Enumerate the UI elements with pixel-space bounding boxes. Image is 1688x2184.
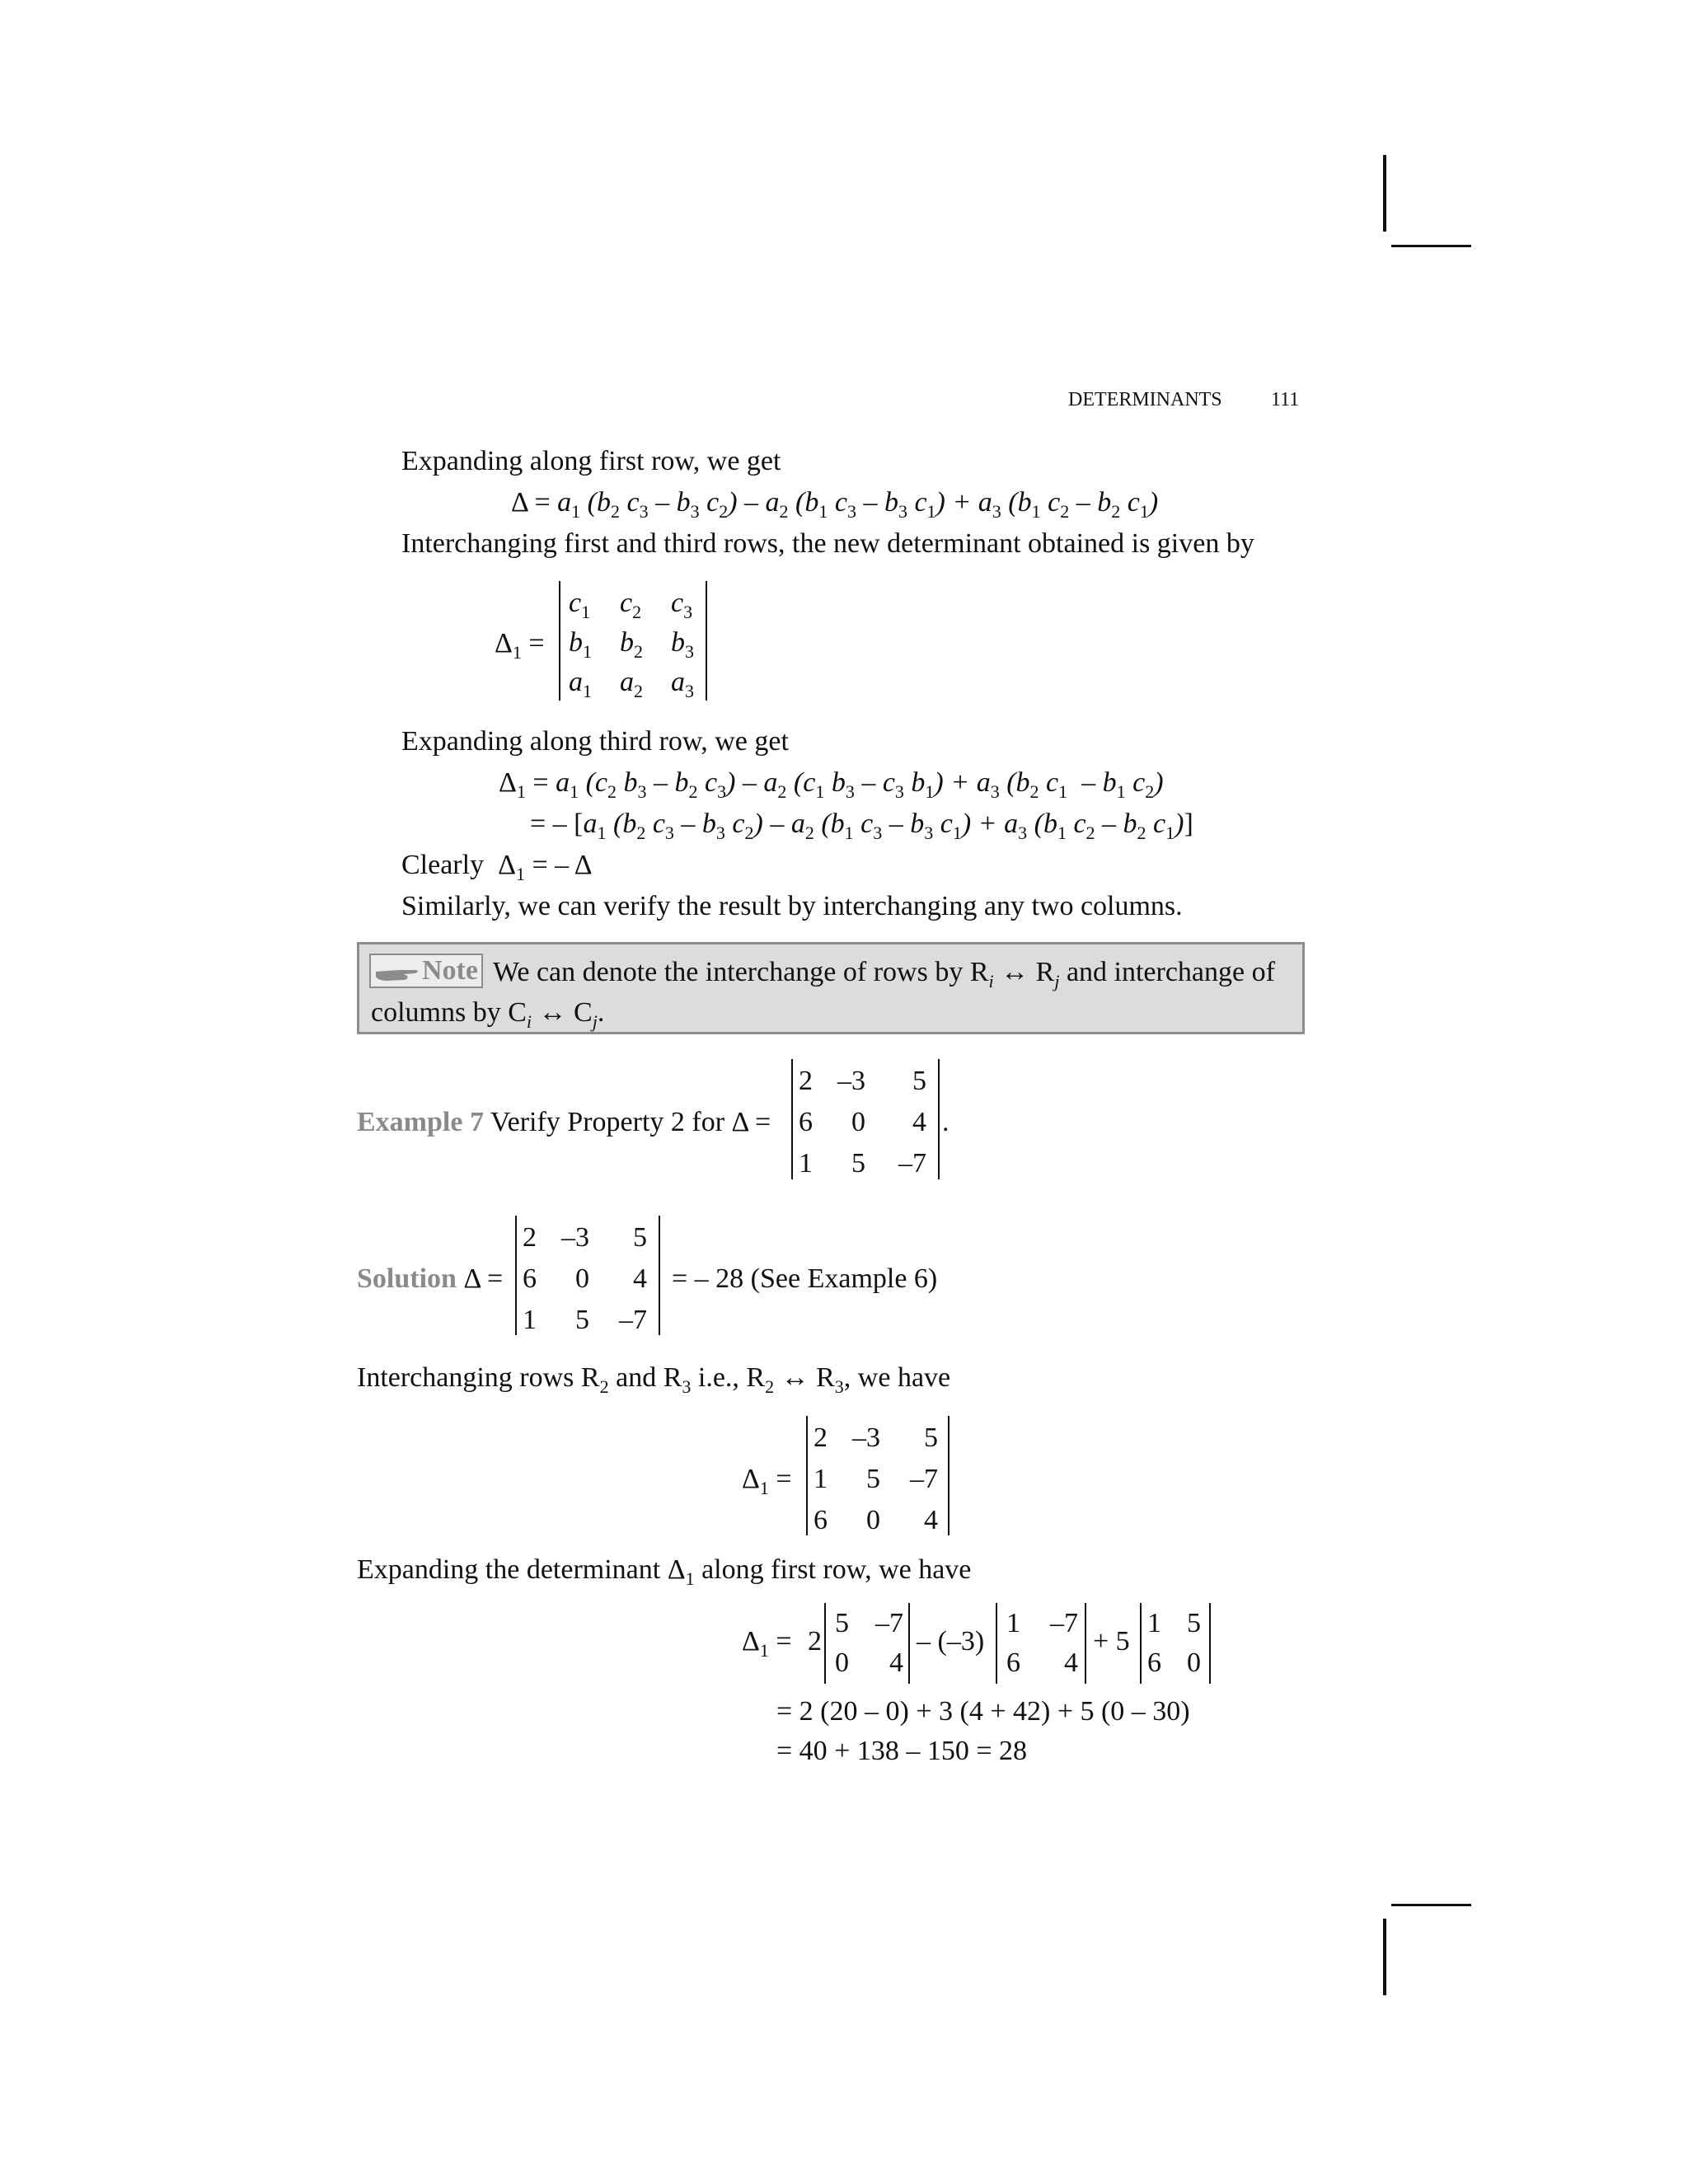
det-cell: 5 xyxy=(912,1066,926,1096)
det-cell: 4 xyxy=(633,1263,647,1294)
solution-result: = – 28 (See Example 6) xyxy=(672,1263,938,1294)
det-cell: 0 xyxy=(851,1107,865,1137)
det-cell: 6 xyxy=(523,1263,537,1294)
note-line-2: columns by $C_i$ ↔ $C_j$. xyxy=(371,997,605,1032)
det-cell: 2 xyxy=(814,1422,828,1453)
delta1-determinant xyxy=(806,1416,950,1535)
minor-determinant-1 xyxy=(824,1603,910,1684)
det-cell: –7 xyxy=(910,1464,938,1494)
crop-mark-bottom-horizontal xyxy=(1391,1904,1471,1906)
minor-op-2: – (–3) xyxy=(917,1626,985,1657)
page-number: 111 xyxy=(1271,389,1300,410)
det-cell: $c_1$ xyxy=(569,588,591,622)
det-cell: 4 xyxy=(889,1647,903,1678)
final-line-1: = 2 (20 – 0) + 3 (4 + 42) + 5 (0 – 30) xyxy=(776,1696,1190,1727)
crop-mark-top-vertical xyxy=(1383,155,1386,232)
det-cell: 5 xyxy=(924,1422,938,1453)
det-cell: 5 xyxy=(851,1148,865,1179)
running-title: DETERMINANTS xyxy=(1068,389,1222,410)
det-cell: 1 xyxy=(523,1305,537,1335)
equation-delta1-expansion: $\Delta_1 = a_1$ ($c_2$ $b_3 - b_2$ $c_3) - a_2$ ($c_1$ $b_3 - c_3$ $b_1) + a_3$ ($b_2$ $c_1 - b_1$ $c_2$) xyxy=(499,767,1164,802)
det-cell: $b_1$ xyxy=(569,627,592,662)
solution-determinant xyxy=(515,1216,660,1335)
det-cell: 1 xyxy=(814,1464,828,1494)
det-cell: –3 xyxy=(852,1422,880,1453)
det-cell: $a_2$ xyxy=(620,667,643,701)
det-cell: $c_2$ xyxy=(620,588,642,622)
example-determinant xyxy=(791,1059,940,1179)
example-heading xyxy=(357,1108,771,1137)
example-label: Example 7 xyxy=(357,1107,484,1137)
clearly-word: Clearly xyxy=(401,850,485,880)
text-expand-third-row: Expanding along third row, we get xyxy=(401,726,789,757)
crop-mark-top-horizontal xyxy=(1391,245,1471,247)
delta1-label: $\Delta_1$ = xyxy=(495,628,545,663)
note-label: Note xyxy=(422,955,478,986)
det-cell: $b_3$ xyxy=(671,627,694,662)
det-cell: $b_2$ xyxy=(620,627,643,662)
det-cell: –7 xyxy=(1050,1608,1078,1638)
minor-determinant-3 xyxy=(1140,1603,1211,1684)
det-cell: 5 xyxy=(1187,1608,1201,1638)
det-cell: 6 xyxy=(1006,1647,1020,1678)
det-cell: 4 xyxy=(912,1107,926,1137)
det-cell: 6 xyxy=(799,1107,813,1137)
solution-heading xyxy=(357,1265,503,1293)
det-cell: 0 xyxy=(866,1505,880,1535)
det-cell: $a_1$ xyxy=(569,667,592,701)
det-cell: $c_3$ xyxy=(671,588,693,622)
pointing-hand-icon xyxy=(374,961,422,979)
det-cell: 0 xyxy=(1187,1647,1201,1678)
det-cell: 2 xyxy=(799,1066,813,1096)
det-cell: 5 xyxy=(633,1222,647,1253)
det-cell: 5 xyxy=(835,1608,849,1638)
text-similarly: Similarly, we can verify the result by interchanging any two columns. xyxy=(401,891,1183,921)
minors-delta1-label: $\Delta_1$ = xyxy=(742,1626,792,1661)
det-cell: –7 xyxy=(898,1148,926,1179)
text-interchanging-rows: Interchanging rows $R_2$ and $R_3$ i.e., $R_2$ ↔ $R_3$, we have xyxy=(357,1362,951,1397)
det-cell: 4 xyxy=(924,1505,938,1535)
equation-delta-expansion: $\Delta = a_1$ ($b_2$ $c_3 - b_3$ $c_2) - a_2$ ($b_1$ $c_3 - b_3$ $c_1) + a_3$ ($b_1$ $c_2 - b_2$ $c_1$) xyxy=(511,487,1159,522)
minor-coef-1: 2 xyxy=(808,1626,822,1657)
note-line-1: We can denote the interchange of rows by $R_i$ ↔ $R_j$ and interchange of xyxy=(493,957,1275,991)
equation-delta1-negated: = – [$a_1$ ($b_2$ $c_3 - b_3$ $c_2) - a_2$ ($b_1$ $c_3 - b_3$ $c_1) + a_3$ ($b_1$ $c_2 - b_2$ $c_1$)] xyxy=(530,808,1193,843)
det-cell: 6 xyxy=(1147,1647,1161,1678)
text-expand-determinant: Expanding the determinant $\Delta_1$ along first row, we have xyxy=(357,1554,972,1589)
text-interchanging-first-third: Interchanging first and third rows, the new determinant obtained is given by xyxy=(401,528,1254,559)
det-cell: 2 xyxy=(523,1222,537,1253)
note-tag xyxy=(369,954,483,988)
det-cell: 5 xyxy=(575,1305,589,1335)
det-cell: 1 xyxy=(1006,1608,1020,1638)
det-cell: 1 xyxy=(799,1148,813,1179)
det-cell: 4 xyxy=(1064,1647,1078,1678)
det-cell: –7 xyxy=(875,1608,903,1638)
crop-mark-bottom-vertical xyxy=(1383,1919,1386,1995)
minor-determinant-2 xyxy=(996,1603,1086,1684)
note-box xyxy=(357,942,1305,1034)
det-cell: 1 xyxy=(1147,1608,1161,1638)
symbolic-determinant xyxy=(559,581,707,701)
det-cell: –7 xyxy=(619,1305,647,1335)
det-cell: –3 xyxy=(837,1066,865,1096)
text-expand-first-row: Expanding along first row, we get xyxy=(401,446,781,476)
solution-delta: Δ = xyxy=(463,1263,504,1294)
example-period: . xyxy=(942,1107,950,1137)
example-text: Verify Property 2 for Δ = xyxy=(490,1107,771,1137)
delta1-numeric-label: $\Delta_1$ = xyxy=(742,1464,792,1498)
det-cell: –3 xyxy=(561,1222,589,1253)
det-cell: 0 xyxy=(575,1263,589,1294)
det-cell: $a_3$ xyxy=(671,667,694,701)
det-cell: 6 xyxy=(814,1505,828,1535)
text-clearly: Clearly $\Delta_1$ = – Δ xyxy=(401,850,593,884)
det-cell: 5 xyxy=(866,1464,880,1494)
solution-label: Solution xyxy=(357,1263,457,1294)
final-line-2: = 40 + 138 – 150 = 28 xyxy=(776,1736,1028,1766)
minor-op-3: + 5 xyxy=(1093,1626,1130,1657)
det-cell: 0 xyxy=(835,1647,849,1678)
